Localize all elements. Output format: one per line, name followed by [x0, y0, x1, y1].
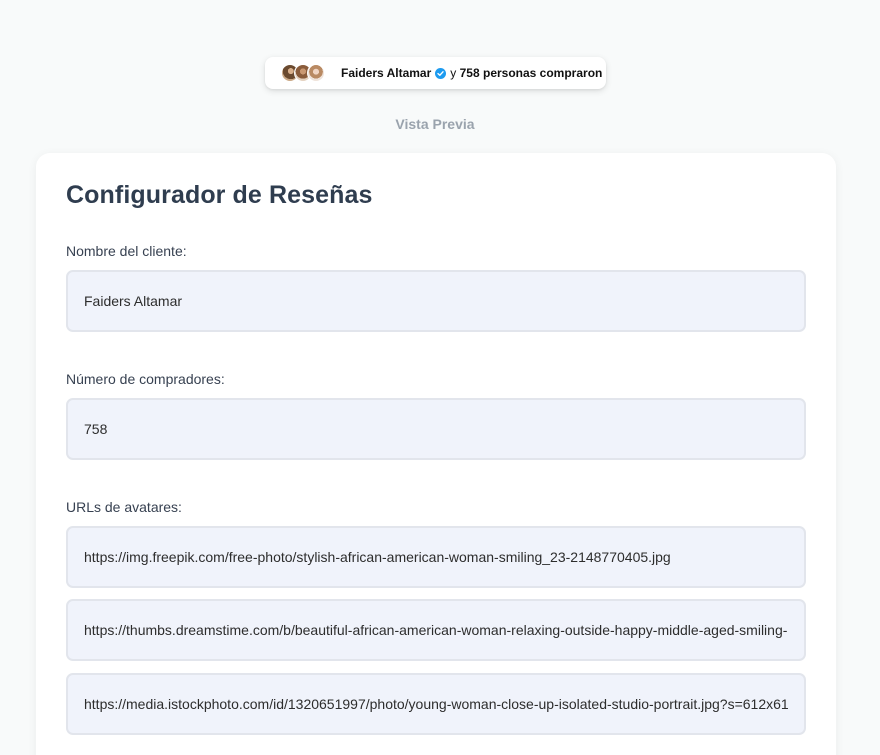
- customer-name-input[interactable]: [66, 270, 806, 332]
- preview-label: Vista Previa: [395, 116, 475, 132]
- verified-check-icon: [435, 68, 446, 79]
- page-title: Configurador de Reseñas: [66, 181, 373, 209]
- proof-prefix-text: y: [450, 66, 457, 80]
- avatar-url-input-2[interactable]: [66, 599, 806, 661]
- customer-name-label: Nombre del cliente:: [66, 243, 187, 259]
- buyer-count-label: Número de compradores:: [66, 371, 225, 387]
- avatar-stack: [281, 64, 341, 82]
- customer-name-text: Faiders Altamar: [341, 66, 432, 80]
- avatar-url-input-1[interactable]: [66, 526, 806, 588]
- avatar-url-input-3[interactable]: [66, 673, 806, 735]
- social-proof-text: [341, 66, 602, 80]
- avatar: [307, 64, 325, 82]
- buyer-count-input[interactable]: [66, 398, 806, 460]
- review-configurator-card: [36, 153, 836, 755]
- social-proof-badge: [265, 57, 606, 89]
- proof-suffix-text: personas compraron: [482, 66, 603, 80]
- buyer-count-text: 758: [459, 66, 480, 80]
- avatar-urls-label: URLs de avatares:: [66, 499, 182, 515]
